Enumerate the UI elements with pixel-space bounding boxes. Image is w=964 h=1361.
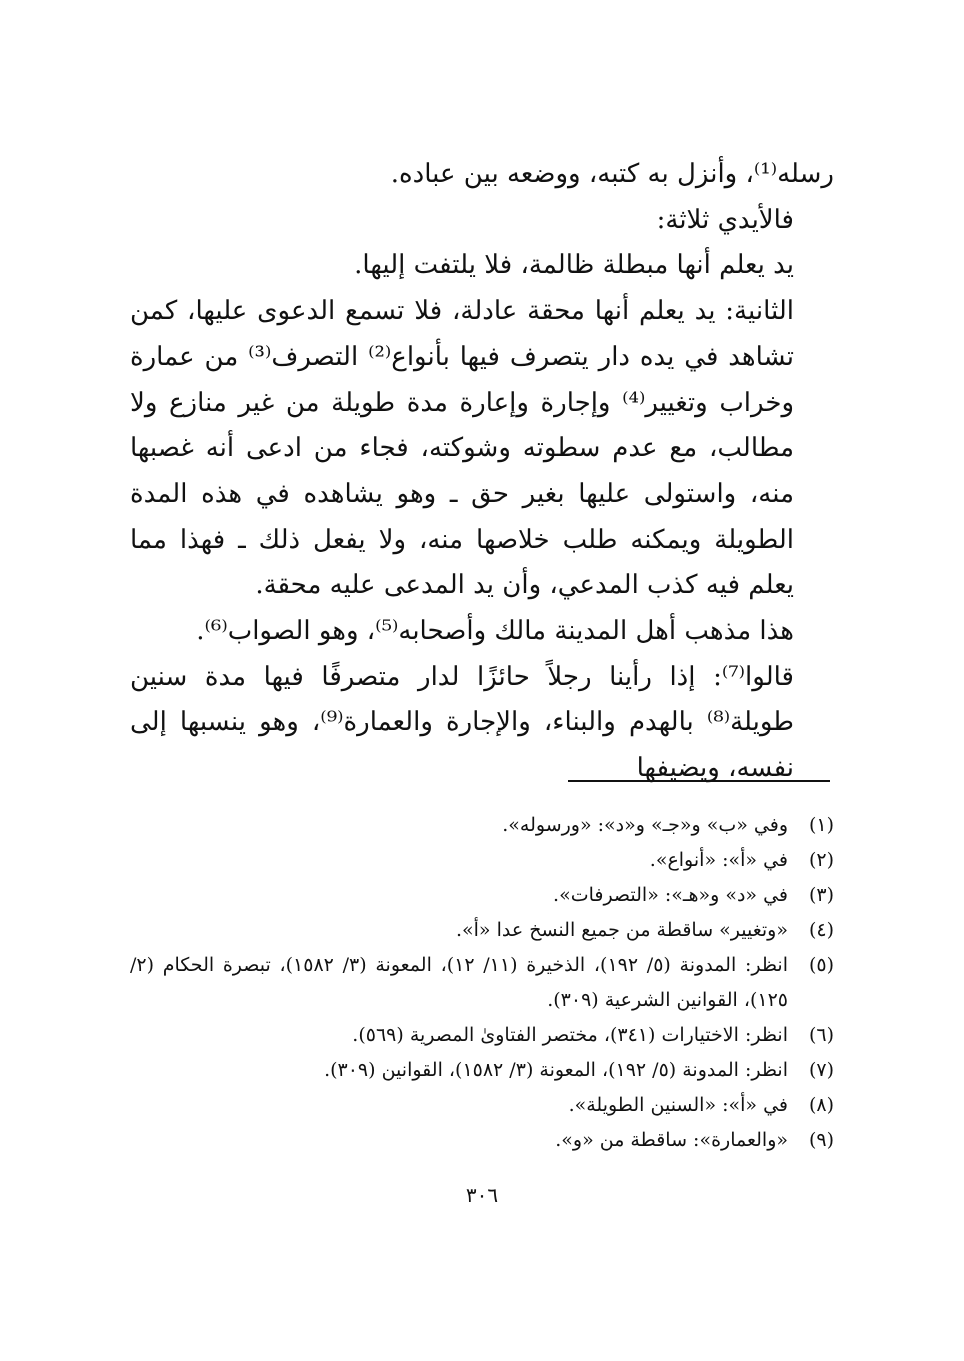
footnote <box>130 1053 834 1088</box>
footnote <box>130 1088 834 1123</box>
footnote-text: في «أ»: «السنين الطويلة». <box>568 1094 788 1116</box>
footnote <box>130 878 834 913</box>
footnote-number: (٥) <box>808 954 834 976</box>
body-paragraph: الثانية: يد يعلم أنها محقة عادلة، فلا تسمع الدعوى عليها، كمن تشاهد في يده دار يتصرف فيها بأنواع⁽²⁾ التصرف⁽³⁾ من عمارة وخراب وتغيير⁽⁴⁾ وإجارة وإعارة مدة طويلة من غير منازع ولا مطالب، مع عدم سطوته وشوكته، فجاء من ادعى أنه غصبها منه، واستولى عليها بغير حق ـ وهو يشاهده في هذه المدة الطويلة ويمكنه طلب خلاصها منه، ولا يفعل ذلك ـ فهذا مما يعلم فيه كذب المدعي، وأن يد المدعى عليه محقة. <box>130 296 795 601</box>
body-paragraph: قالوا⁽⁷⁾: إذا رأينا رجلاً حائزًا لدار متصرفًا فيها مدة سنين طويلة⁽⁸⁾ بالهدم والبناء، والإجارة والعمارة⁽⁹⁾، وهو ينسبها إلى نفسه، ويضيفها <box>130 661 794 784</box>
footnote-separator <box>568 780 830 782</box>
page-number: ٣٠٦ <box>465 1183 499 1207</box>
footnote-text: وفي «ب» و«جـ» و«د»: «ورسوله». <box>502 814 788 836</box>
footnote-text: «وتغيير» ساقطة من جميع النسخ عدا «أ». <box>455 919 788 941</box>
footnote <box>130 1018 834 1053</box>
body-paragraph: هذا مذهب أهل المدينة مالك وأصحابه⁽⁵⁾، وهو الصواب⁽⁶⁾. <box>196 616 794 647</box>
body-paragraph: يد يعلم أنها مبطلة ظالمة، فلا يلتفت إليها. <box>354 250 794 281</box>
body-paragraph: فالأيدي ثلاثة: <box>656 204 794 235</box>
footnote-number: (٤) <box>808 919 834 941</box>
footnote <box>130 913 834 948</box>
footnote-text: في «د» و«هـ»: «التصرفات». <box>553 884 788 906</box>
footnote-text: في «أ»: «أنواع». <box>649 849 788 871</box>
footnote-text: انظر: المدونة (٥/ ١٩٢)، المعونة (٣/ ١٥٨٢)، القوانين (٣٠٩). <box>324 1059 788 1081</box>
footnote <box>130 948 834 1018</box>
footnote <box>130 808 834 843</box>
footnotes <box>130 808 834 1158</box>
footnote-number: (٨) <box>808 1094 834 1116</box>
footnote-text: انظر: الاختيارات (٣٤١)، مختصر الفتاوىٰ المصرية (٥٦٩). <box>352 1024 788 1046</box>
main-text <box>130 152 834 792</box>
footnote <box>130 843 834 878</box>
footnote-number: (٣) <box>808 884 834 906</box>
footnote-text: انظر: المدونة (٥/ ١٩٢)، الذخيرة (١١/ ١٢)، المعونة (٣/ ١٥٨٢)، تبصرة الحكام (٢/ ١٢٥)، القوانين الشرعية (٣٠٩). <box>130 954 788 1011</box>
footnote-number: (٢) <box>808 849 834 871</box>
body-paragraph: رسله⁽¹⁾، وأنزل به كتبه، ووضعه بين عباده. <box>390 159 834 189</box>
footnote <box>130 1123 834 1158</box>
footnote-number: (٩) <box>808 1129 834 1151</box>
footnote-number: (٧) <box>808 1059 834 1081</box>
footnote-number: (١) <box>808 814 834 836</box>
footnote-text: «والعمارة»: ساقطة من «و». <box>555 1129 788 1151</box>
footnote-number: (٦) <box>808 1024 834 1046</box>
